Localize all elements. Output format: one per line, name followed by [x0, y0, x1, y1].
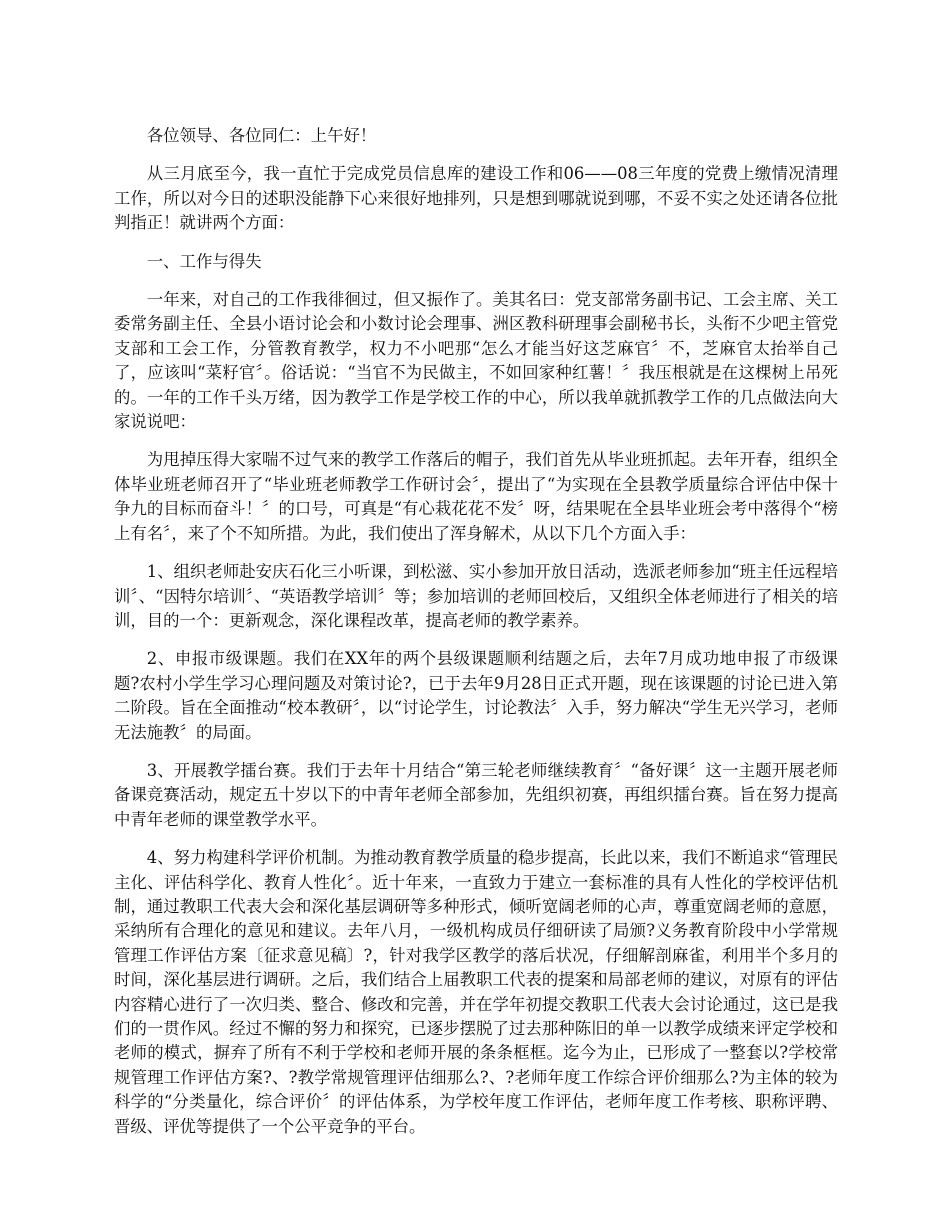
paragraph-2: 为甩掉压得大家喘不过气来的教学工作落后的帽子，我们首先从毕业班抓起。去年开春，组织全体毕业班老师召开了“毕业班老师教学工作研讨会〞，提出了“为实现在全县教学质量综合评估中保十争九的目标而奋斗！〞的口号，可真是“有心栽花花不发〞呀，结果呢在全县毕业班会考中落得个“榜上有名〞，来了个不知所措。为此，我们使出了浑身解术，从以下几个方面入手： [114, 450, 838, 543]
section-heading: 一、工作与得失 [146, 251, 262, 271]
paragraph-6: 4、努力构建科学评价机制。为推动教育教学质量的稳步提高，长此以来，我们不断追求“管理民主化、评估科学化、教育人性化〞。近十年来，一直致力于建立一套标准的具有人性化的学校评估机制，通过教职工代表大会和深化基层调研等多种形式，倾听宽阔老师的心声，尊重宽阔老师的意愿，采纳所有合理化的意见和建议。去年八月，一级机构成员仔细研读了局颁?义务教育阶段中小学常规管理工作评估方案〔征求意见稿〕?，针对我学区教学的落后状况，仔细解剖麻雀，利用半个多月的时间，深化基层进行调研。之后，我们结合上届教职工代表的提案和局部老师的建议，对原有的评估内容精心进行了一次归类、整合、修改和完善，并在学年初提交教职工代表大会讨论通过，这已是我们的一贯作风。经过不懈的努力和探究，已逐步摆脱了过去那种陈旧的单一以教学成绩来评定学校和老师的模式，摒弃了所有不利于学校和老师开展的条条框框。迄今为止，已形成了一整套以?学校常规管理工作评估方案?、?教学常规管理评估细那么?、?老师年度工作综合评价细那么?为主体的较为科学的“分类量化，综合评价〞的评估体系，为学校年度工作评估，老师年度工作考核、职称评聘、晋级、评优等提供了一个公平竞争的平台。 [114, 848, 838, 1136]
intro-paragraph: 从三月底至今，我一直忙于完成党员信息库的建设工作和06——08三年度的党费上缴情况清理工作，所以对今日的述职没能静下心来很好地排列，只是想到哪就说到哪，不妥不实之处还请各位批判指正！就讲两个方面： [114, 164, 838, 233]
paragraph-5: 3、开展教学擂台赛。我们于去年十月结合“第三轮老师继续教育〞“备好课〞这一主题开展老师备课竞赛活动，规定五十岁以下的中青年老师全部参加，先组织初赛，再组织擂台赛。旨在努力提高中青年老师的课堂教学水平。 [114, 760, 838, 829]
paragraph-4: 2、申报市级课题。我们在XX年的两个县级课题顺利结题之后，去年7月成功地申报了市级课题?农村小学生学习心理问题及对策讨论?，已于去年9月28日正式开题，现在该课题的讨论已进入第二阶段。旨在全面推动“校本教研〞，以“讨论学生，讨论教法〞入手，努力解决“学生无兴学习，老师无法施教〞的局面。 [114, 649, 838, 742]
document-body [114, 124, 838, 1153]
paragraph-1: 一年来，对自己的工作我徘徊过，但又振作了。美其名曰：党支部常务副书记、工会主席、关工委常务副主任、全县小语讨论会和小数讨论会理事、洲区教科研理事会副秘书长，头衔不少吧主管党支部和工会工作，分管教育教学，权力不小吧那“怎么才能当好这芝麻官〞不，芝麻官太抬举自己了，应该叫“菜籽官〞。俗话说：“当官不为民做主，不如回家种红薯！〞我压根就是在这棵树上吊死的。一年的工作千头万绪，因为教学工作是学校工作的中心，所以我单就抓教学工作的几点做法向大家说说吧： [114, 290, 838, 432]
paragraph-3: 1、组织老师赴安庆石化三小听课，到松滋、实小参加开放日活动，选派老师参加“班主任远程培训〞、“因特尔培训〞、“英语教学培训〞等；参加培训的老师回校后，又组织全体老师进行了相关的培训，目的一个：更新观念，深化课程改革，提高老师的教学素养。 [114, 562, 838, 630]
greeting: 各位领导、各位同仁：上午好！ [146, 126, 377, 145]
